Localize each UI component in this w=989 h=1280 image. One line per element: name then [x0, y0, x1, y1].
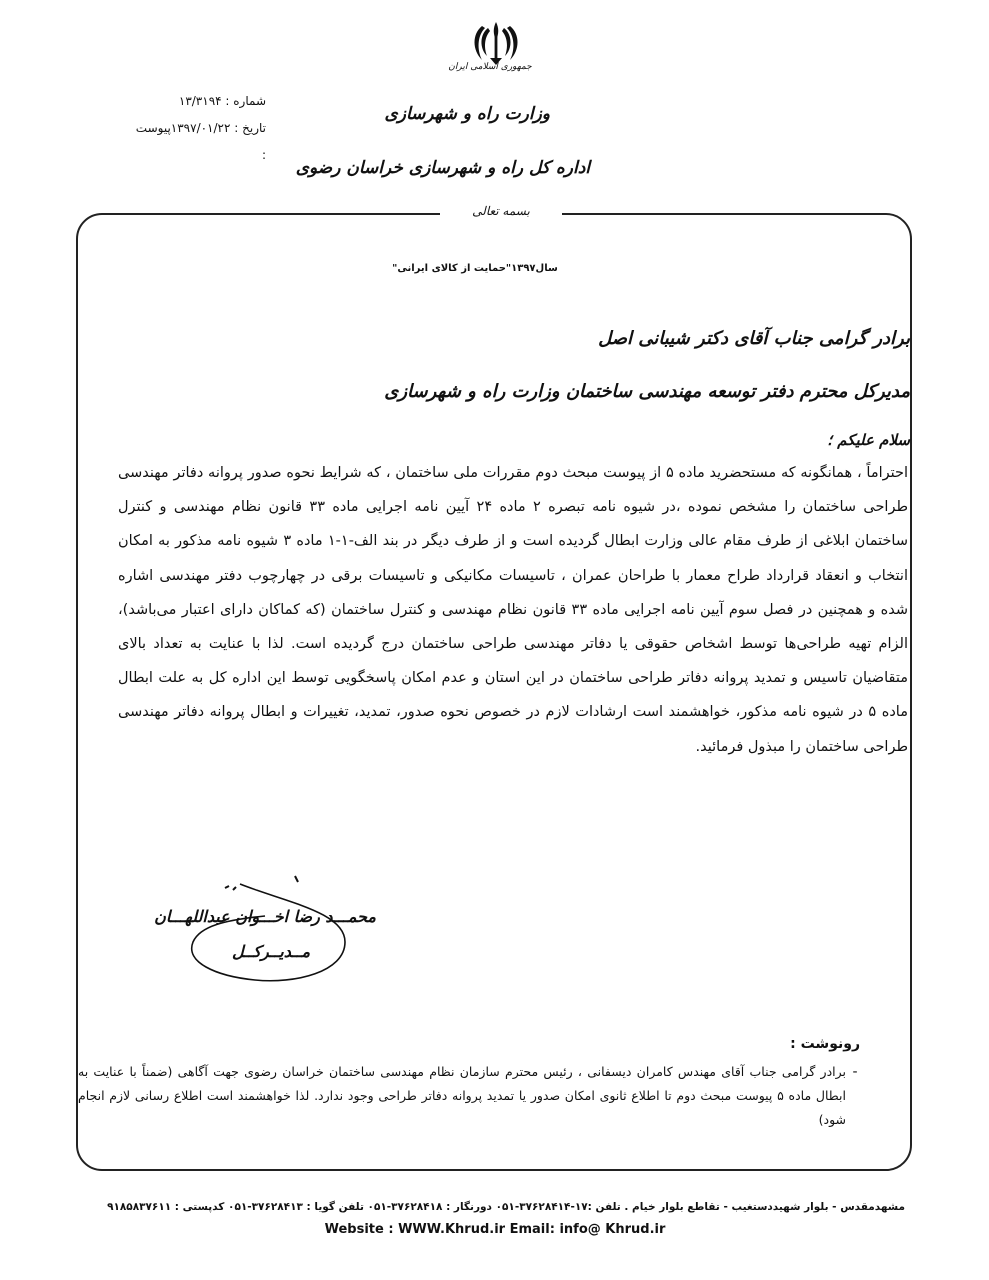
cc-text: برادر گرامی جناب آقای مهندس کامران دیسفانی ، رئیس محترم سازمان نظام مهندسی ساختمان خراسان رضوی جهت آگاهی (ضمناً با عنایت به ابطال ماده ۵ پیوست مبحث دوم تا اطلاع ثانوی امکان صدور یا تمدید پروانه دفاتر طراحی وجود ندارد. لذا خواهشمند است اطلاع رسانی لازم انجام شود): [78, 1064, 846, 1127]
year-slogan: سال۱۳۹۷"حمایت از کالای ایرانی": [392, 263, 558, 274]
addressee-name: برادر گرامی جناب آقای دکتر شیبانی اصل: [598, 328, 910, 349]
cc-bullet: -: [852, 1064, 858, 1080]
footer-address: مشهدمقدس - بلوار شهیددستغیب - تقاطع بلوار خیام . تلفن :۱۷-۳۷۶۲۸۴۱۴-۰۵۱ دورنگار : ۳۷۶۲۸۴۱۸-۰۵۱ تلفن گویا : ۳۷۶۲۸۴۱۳-۰۵۱ کدپستی : ۹۱۸۵۸۳۷۶۱۱: [107, 1201, 905, 1213]
basmala: بسمه تعالی: [440, 204, 562, 218]
signature-scribble-icon: [145, 872, 385, 992]
letter-number: شماره : ۱۳/۳۱۹۴: [178, 94, 266, 108]
greeting: سلام علیکم ؛: [827, 431, 910, 449]
emblem-caption: جمهوری اسلامی ایران: [448, 62, 532, 72]
letter-attachment: :: [261, 148, 266, 162]
office-name: اداره کل راه و شهرسازی خراسان رضوی: [295, 158, 590, 178]
cc-label: رونوشت :: [790, 1036, 860, 1052]
letter-date: تاریخ : ۱۳۹۷/۰۱/۲۲پیوست: [135, 121, 266, 135]
ministry-name: وزارت راه و شهرسازی: [384, 104, 550, 124]
footer-contact: Website : WWW.Khrud.ir Email: info@ Khrud.ir: [324, 1222, 666, 1237]
addressee-title: مدیرکل محترم دفتر توسعه مهندسی ساختمان وزارت راه و شهرسازی: [384, 381, 910, 402]
signer-name: محمـــد رضا اخـــوان عبداللهـــان: [154, 907, 376, 926]
letter-body: احتراماً ، همانگونه که مستحضرید ماده ۵ از پیوست مبحث دوم مقررات ملی ساختمان ، که شرایط نحوه صدور پروانه دفاتر مهندسی طراحی ساختمان را مشخص نموده ،در شیوه نامه تبصره ۲ ماده ۲۴ آیین نامه اجرایی ماده ۳۳ قانون نظام مهندسی و کنترل ساختمان ابلاغی از طرف مقام عالی وزارت ابطال گردیده است و از طرف دیگر در بند الف-۱-۱ ماده ۳ شیوه نامه مذکور به امکان انتخاب و انعقاد قرارداد طراح معمار با طراحان عمران ، تاسیسات مکانیکی و تاسیسات برقی در چهارچوب دفتر مهندسی اشاره شده و همچنین در فصل سوم آیین نامه اجرایی ماده ۳۳ قانون نظام مهندسی و کنترل ساختمان (که کماکان دارای اعتبار می‌باشد)، الزام تهیه طراحی‌ها توسط اشخاص حقوقی یا دفاتر مهندسی طراحی ساختمان درج گردیده است. لذا با عنایت به تعداد بالای متقاضیان تاسیس و تمدید پروانه دفاتر طراحی ساختمان در این استان و عدم امکان پاسخگویی توسط این اداره کل به علت ابطال ماده ۵ در شیوه نامه مذکور، خواهشمند است ارشادات لازم در خصوص نحوه صدور، تمدید، تغییرات و ابطال پروانه دفاتر مهندسی طراحی ساختمان را مبذول فرمائید.: [118, 465, 908, 755]
signer-title: مــدیــرکــل: [231, 942, 311, 961]
